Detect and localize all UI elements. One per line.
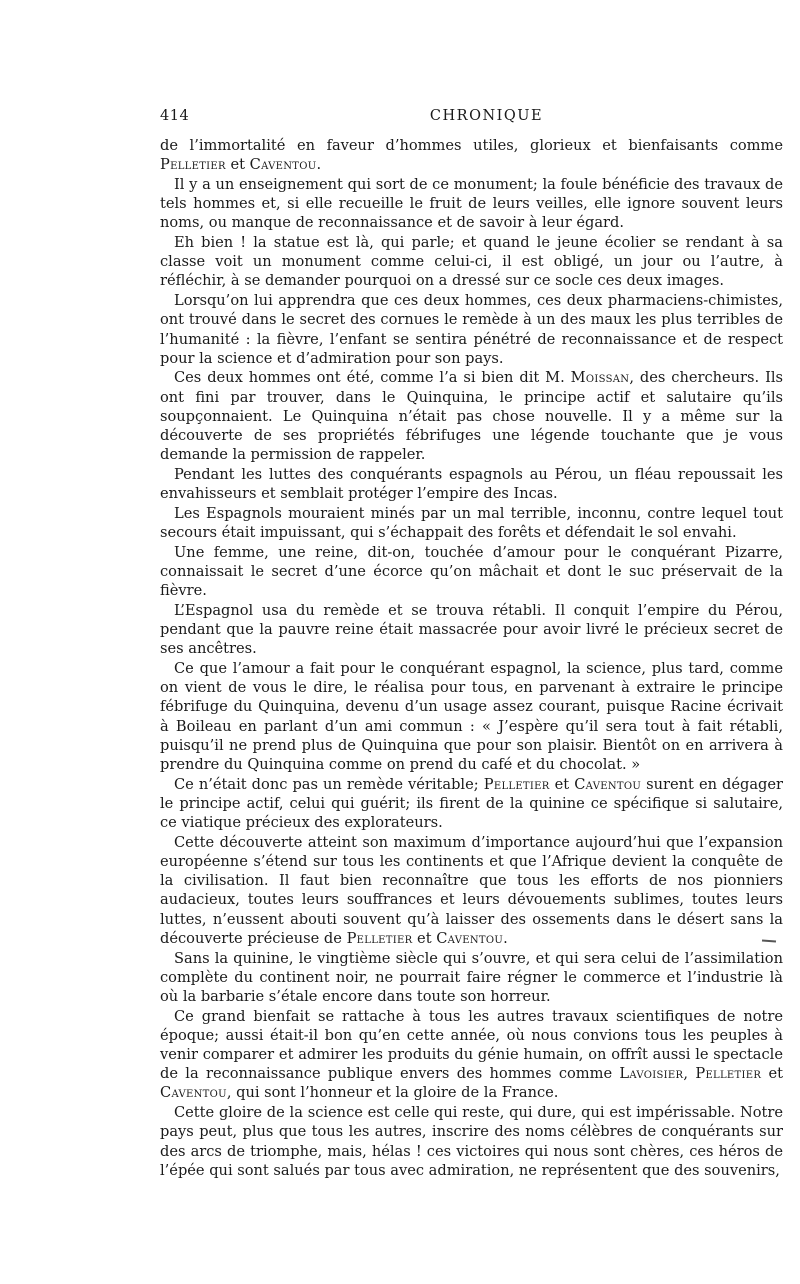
- paragraph: [160, 659, 783, 774]
- text-run: .: [316, 156, 322, 174]
- text-run: ,: [683, 1065, 696, 1083]
- text-run: L’Espagnol usa du remède et se trouva rétabli. Il conquit l’empire du Pérou, pendant que la pauvre reine était massacrée pour avoir livré le précieux secret de ses ancêtres.: [160, 601, 783, 658]
- paragraph: [160, 504, 783, 542]
- page-number: 414: [160, 108, 190, 124]
- text-run: de l’immortalité en faveur d’hommes utiles, glorieux et bienfaisants comme: [160, 137, 783, 154]
- text-run: et: [761, 1065, 784, 1083]
- paragraph: [160, 833, 783, 948]
- proper-name: Caventou: [574, 775, 642, 793]
- text-run: Sans la quinine, le vingtième siècle qui s’ouvre, et qui sera celui de l’assimilation complète du continent noir, ne pourrait faire régner le commerce et l’industrie là où la barbarie s’étale encore dans toute son horreur.: [160, 949, 783, 1005]
- paragraph: [160, 1007, 783, 1103]
- text-run: , des chercheurs. Ils ont fini par trouver, dans le Quinquina, le principe actif et salutaire qu’ils soupçonnaient. Le Quinquina n’était pas chose nouvelle. Il y a même sur la découverte de ses propriétés fébrifuges une légende touchante que je vous demande la permission de rappeler.: [160, 369, 783, 464]
- text-run: Ce grand bienfait se rattache à tous les autres travaux scientifiques de notre époque; aussi était-il bon qu’en cette année, où nous convions tous les peuples à venir comparer et admirer les produits du génie humain, on offrît aussi le spectacle de la reconnaissance publique envers des hommes comme: [160, 1007, 783, 1083]
- text-run: et: [412, 929, 437, 947]
- proper-name: Pelletier: [346, 929, 413, 947]
- paragraph: [160, 775, 783, 833]
- text-run: .: [503, 929, 508, 947]
- paragraph: [160, 368, 783, 464]
- proper-name: Pelletier: [695, 1065, 762, 1083]
- paragraph: [160, 601, 783, 659]
- book-page: [160, 108, 783, 1180]
- proper-name: Moissan: [570, 369, 630, 387]
- text-run: Cette gloire de la science est celle qui reste, qui dure, qui est impérissable. Notre pays peut, plus que tous les autres, inscrire des noms célèbres de conquérants sur des arcs de triomphe, mais, hélas ! ces victoires qui nous sont chères, ces héros de l’épée qui sont salués par tous avec admiration, ne représentent que des souvenirs,: [160, 1104, 783, 1179]
- paragraph: [160, 233, 783, 291]
- running-title: CHRONIQUE: [429, 108, 544, 124]
- proper-name: Lavoisier: [619, 1065, 684, 1083]
- proper-name: Pelletier: [160, 156, 226, 174]
- proper-name: Caventou: [436, 929, 504, 947]
- text-run: Il y a un enseignement qui sort de ce monument; la foule bénéficie des travaux de tels hommes et, si elle recueille le fruit de leurs veilles, elle ignore souvent leurs noms, ou manque de reconnaissance et de savoir à leur égard.: [160, 175, 783, 232]
- text-run: , qui sont l’honneur et la gloire de la France.: [226, 1084, 559, 1102]
- paragraph: [160, 1103, 783, 1180]
- text-run: Les Espagnols mouraient minés par un mal terrible, inconnu, contre lequel tout secours était impuissant, qui s’échappait des forêts et défendait le sol envahi.: [160, 504, 783, 542]
- page-header: [160, 108, 783, 136]
- text-run: Pendant les luttes des conquérants espagnols au Pérou, un fléau repoussait les envahisseurs et semblait protéger l’empire des Incas.: [160, 465, 783, 503]
- proper-name: Caventou: [249, 156, 317, 174]
- proper-name: Pelletier: [483, 775, 550, 793]
- text-run: Ce que l’amour a fait pour le conquérant espagnol, la science, plus tard, comme on vient de vous le dire, le réalisa pour tous, en parvenant à extraire le principe fébrifuge du Quinquina, devenu d’un usage assez courant, puisque Racine écrivait à Boileau en parlant d’un ami commun : « J’espère qu’il sera tout à fait rétabli, puisqu’il ne prend plus de Quinquina que pour son plaisir. Bientôt on en arrivera à prendre du Quinquina comme on prend du café et du chocolat. »: [160, 659, 783, 773]
- text-run: Ce n’était donc pas un remède véritable;: [174, 775, 484, 793]
- paragraph: [160, 136, 783, 174]
- text-run: surent en dégager le principe actif, celui qui guérit; ils firent de la quinine ce spécifique si salutaire, ce viatique précieux des explorateurs.: [160, 775, 784, 832]
- paragraph: [160, 465, 783, 503]
- paragraph: [160, 175, 783, 233]
- paragraph: [160, 543, 783, 601]
- text-run: Ces deux hommes ont été, comme l’a si bien dit M.: [174, 369, 571, 387]
- body-text: [160, 136, 783, 1180]
- paragraph: [160, 949, 783, 1007]
- text-run: Lorsqu’on lui apprendra que ces deux hommes, ces deux pharmaciens-chimistes, ont trouvé dans le secret des cornues le remède à un des maux les plus terribles de l’humanité : la fièvre, l’enfant se sentira pénétré de reconnaissance et de respect pour la science et d’admiration pour son pays.: [160, 292, 783, 367]
- proper-name: Caventou: [160, 1084, 227, 1102]
- text-run: et: [225, 156, 250, 174]
- text-run: et: [549, 775, 575, 793]
- paragraph: [160, 291, 783, 368]
- text-run: Une femme, une reine, dit-on, touchée d’amour pour le conquérant Pizarre, connaissait le secret d’une écorce qu’on mâchait et dont le suc préservait de la fièvre.: [160, 543, 783, 600]
- text-run: Cette découverte atteint son maximum d’importance aujourd’hui que l’expansion européenne s’étend sur tous les continents et que l’Afrique devient la conquête de la civilisation. Il faut bien reconnaître que tous les efforts de nos pionniers audacieux, toutes leurs souffrances et leurs dévouements sublimes, toutes leurs luttes, n’eussent abouti souvent qu’à laisser des ossements dans le désert sans la découverte précieuse de: [160, 833, 783, 947]
- text-run: Eh bien ! la statue est là, qui parle; et quand le jeune écolier se rendant à sa classe voit un monument comme celui-ci, il est obligé, un jour ou l’autre, à réfléchir, à se demander pourquoi on a dressé sur ce socle ces deux images.: [160, 234, 783, 290]
